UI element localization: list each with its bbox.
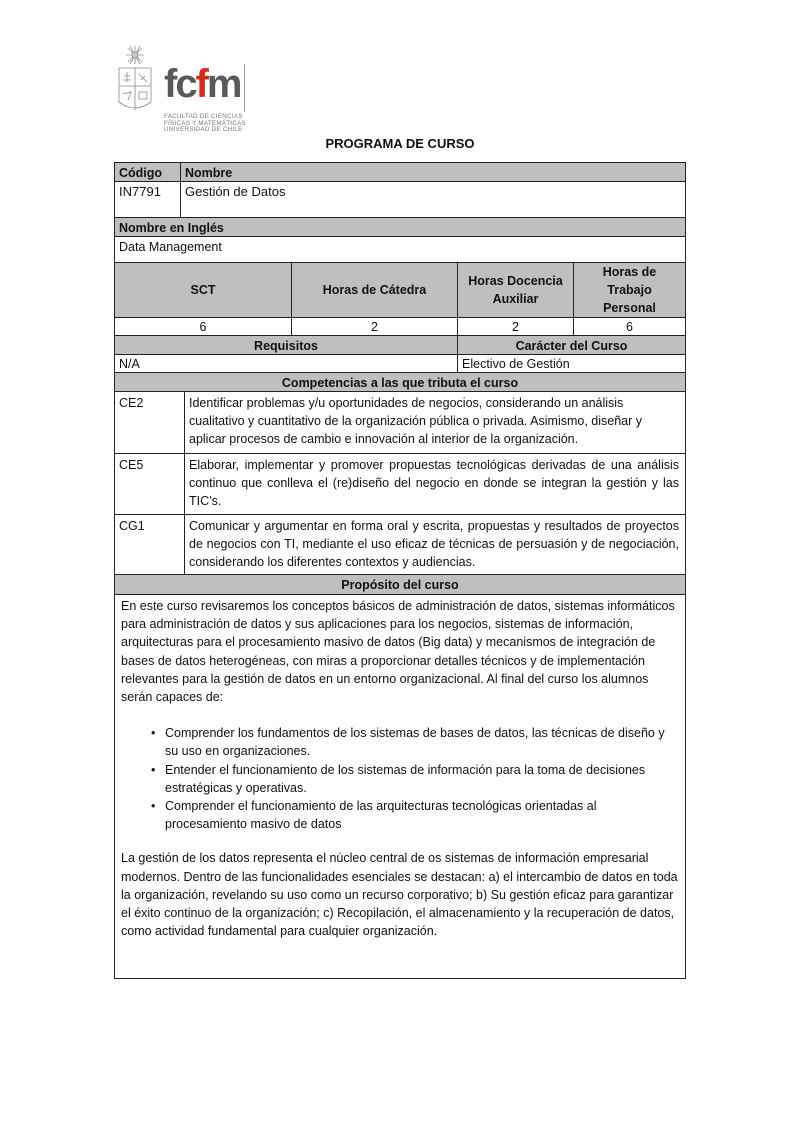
- english-name-header-row: [115, 218, 685, 237]
- english-name-row: [115, 237, 685, 263]
- english-name-header: Nombre en Inglés: [119, 221, 224, 235]
- faculty-name: FACULTAD DE CIENCIAS FÍSICAS Y MATEMÁTICAS UNIVERSIDAD DE CHILE: [164, 113, 246, 133]
- bullet-icon: •: [151, 762, 156, 777]
- requirements-value: N/A: [115, 355, 458, 372]
- fcfm-logo: [114, 44, 254, 136]
- list-item: • Comprender los fundamentos de los sistemas de bases de datos, las técnicas de diseño y su uso en organizaciones.: [151, 726, 665, 759]
- competency-row: [115, 392, 685, 454]
- auxiliary-hours-value: 2: [458, 318, 574, 335]
- sct-value: 6: [115, 318, 292, 335]
- purpose-header: Propósito del curso: [341, 578, 459, 592]
- competencies-header-row: [115, 373, 685, 392]
- competency-row: [115, 515, 685, 575]
- competency-code: CE5: [115, 454, 185, 514]
- competency-code: CG1: [115, 515, 185, 574]
- learning-outcomes-list: [121, 724, 679, 833]
- auxiliary-hours-header: Horas Docencia Auxiliar: [458, 263, 574, 317]
- name-header: Nombre: [185, 166, 233, 180]
- code-name-header-row: [115, 163, 685, 182]
- list-item: • Comprender el funcionamiento de las arquitecturas tecnológicas orientadas al procesamiento masivo de datos: [151, 799, 597, 832]
- requirements-row: [115, 355, 685, 373]
- page-title: PROGRAMA DE CURSO: [325, 136, 475, 151]
- competency-text: Identificar problemas y/u oportunidades de negocios, considerando un análisis cualitativo y cuantitativo de la organización pública o privada. Asimismo, diseñar y aplicar procesos de cambio e innovación al interior de la organización.: [189, 396, 643, 446]
- purpose-body: [115, 595, 685, 978]
- list-item: • Entender el funcionamiento de los sistemas de información para la toma de decisiones estratégicas y operativas.: [151, 762, 646, 795]
- code-name-row: [115, 182, 685, 218]
- personal-work-hours-value: 6: [626, 320, 633, 334]
- code-header: Código: [115, 163, 181, 181]
- competency-code: CE2: [115, 392, 185, 453]
- course-table: [114, 162, 686, 979]
- course-code: IN7791: [115, 182, 181, 217]
- lecture-hours-header: Horas de Cátedra: [292, 263, 458, 317]
- purpose-intro: En este curso revisaremos los conceptos básicos de administración de datos, sistemas informáticos para administración de datos y sus aplicaciones para los negocios, sistemas de información, arquitecturas para el procesamiento masivo de datos (Big data) y mecanismos de integración de bases de datos heterogéneas, con miras a proporcionar detalles técnicos y de implementación relevantes para la gestión de datos en un entorno organizacional. Al final del curso los alumnos serán capaces de:: [121, 599, 675, 705]
- competencies-header: Competencias a las que tributa el curso: [281, 376, 519, 390]
- purpose-closing: La gestión de los datos representa el núcleo central de os sistemas de información empresarial modernos. Dentro de las funcionalidades esenciales se destacan: a) el intercambio de datos en toda la organización, revelando su uso como un recurso corporativo; b) Su gestión eficaz para garantizar el éxito continuo de la organización; c) Recopilación, el almacenamiento y la recuperación de datos, como actividad fundamental para cualquier organización.: [121, 851, 678, 939]
- course-character-value: Electivo de Gestión: [462, 357, 570, 371]
- sct-header: SCT: [115, 263, 292, 317]
- course-name: Gestión de Datos: [185, 184, 286, 199]
- fcfm-wordmark: fcfm: [164, 62, 241, 106]
- requirements-header-row: [115, 336, 685, 355]
- bullet-icon: •: [151, 799, 156, 814]
- course-character-header: Carácter del Curso: [515, 339, 628, 353]
- personal-work-hours-header: Horas de Trabajo Personal: [602, 265, 657, 315]
- competency-text: Elaborar, implementar y promover propuestas tecnológicas derivadas de una análisis continuo que conlleva el (re)diseño del negocio en donde se integran la gestión y las TIC’s.: [189, 458, 679, 508]
- logo-divider: [244, 64, 245, 112]
- hours-values-row: [115, 318, 685, 336]
- requirements-header: Requisitos: [115, 336, 458, 354]
- competency-text: Comunicar y argumentar en forma oral y escrita, propuestas y resultados de proyectos de negocios con TI, mediante el uso eficaz de técnicas de persuasión y de negociación, considerando los diferentes contextos y audiencias.: [189, 519, 679, 569]
- purpose-header-row: [115, 575, 685, 595]
- hours-header-row: [115, 263, 685, 318]
- bullet-icon: •: [151, 726, 156, 741]
- competency-row: [115, 454, 685, 515]
- lecture-hours-value: 2: [292, 318, 458, 335]
- english-name: Data Management: [119, 240, 222, 254]
- university-crest-icon: [114, 44, 156, 116]
